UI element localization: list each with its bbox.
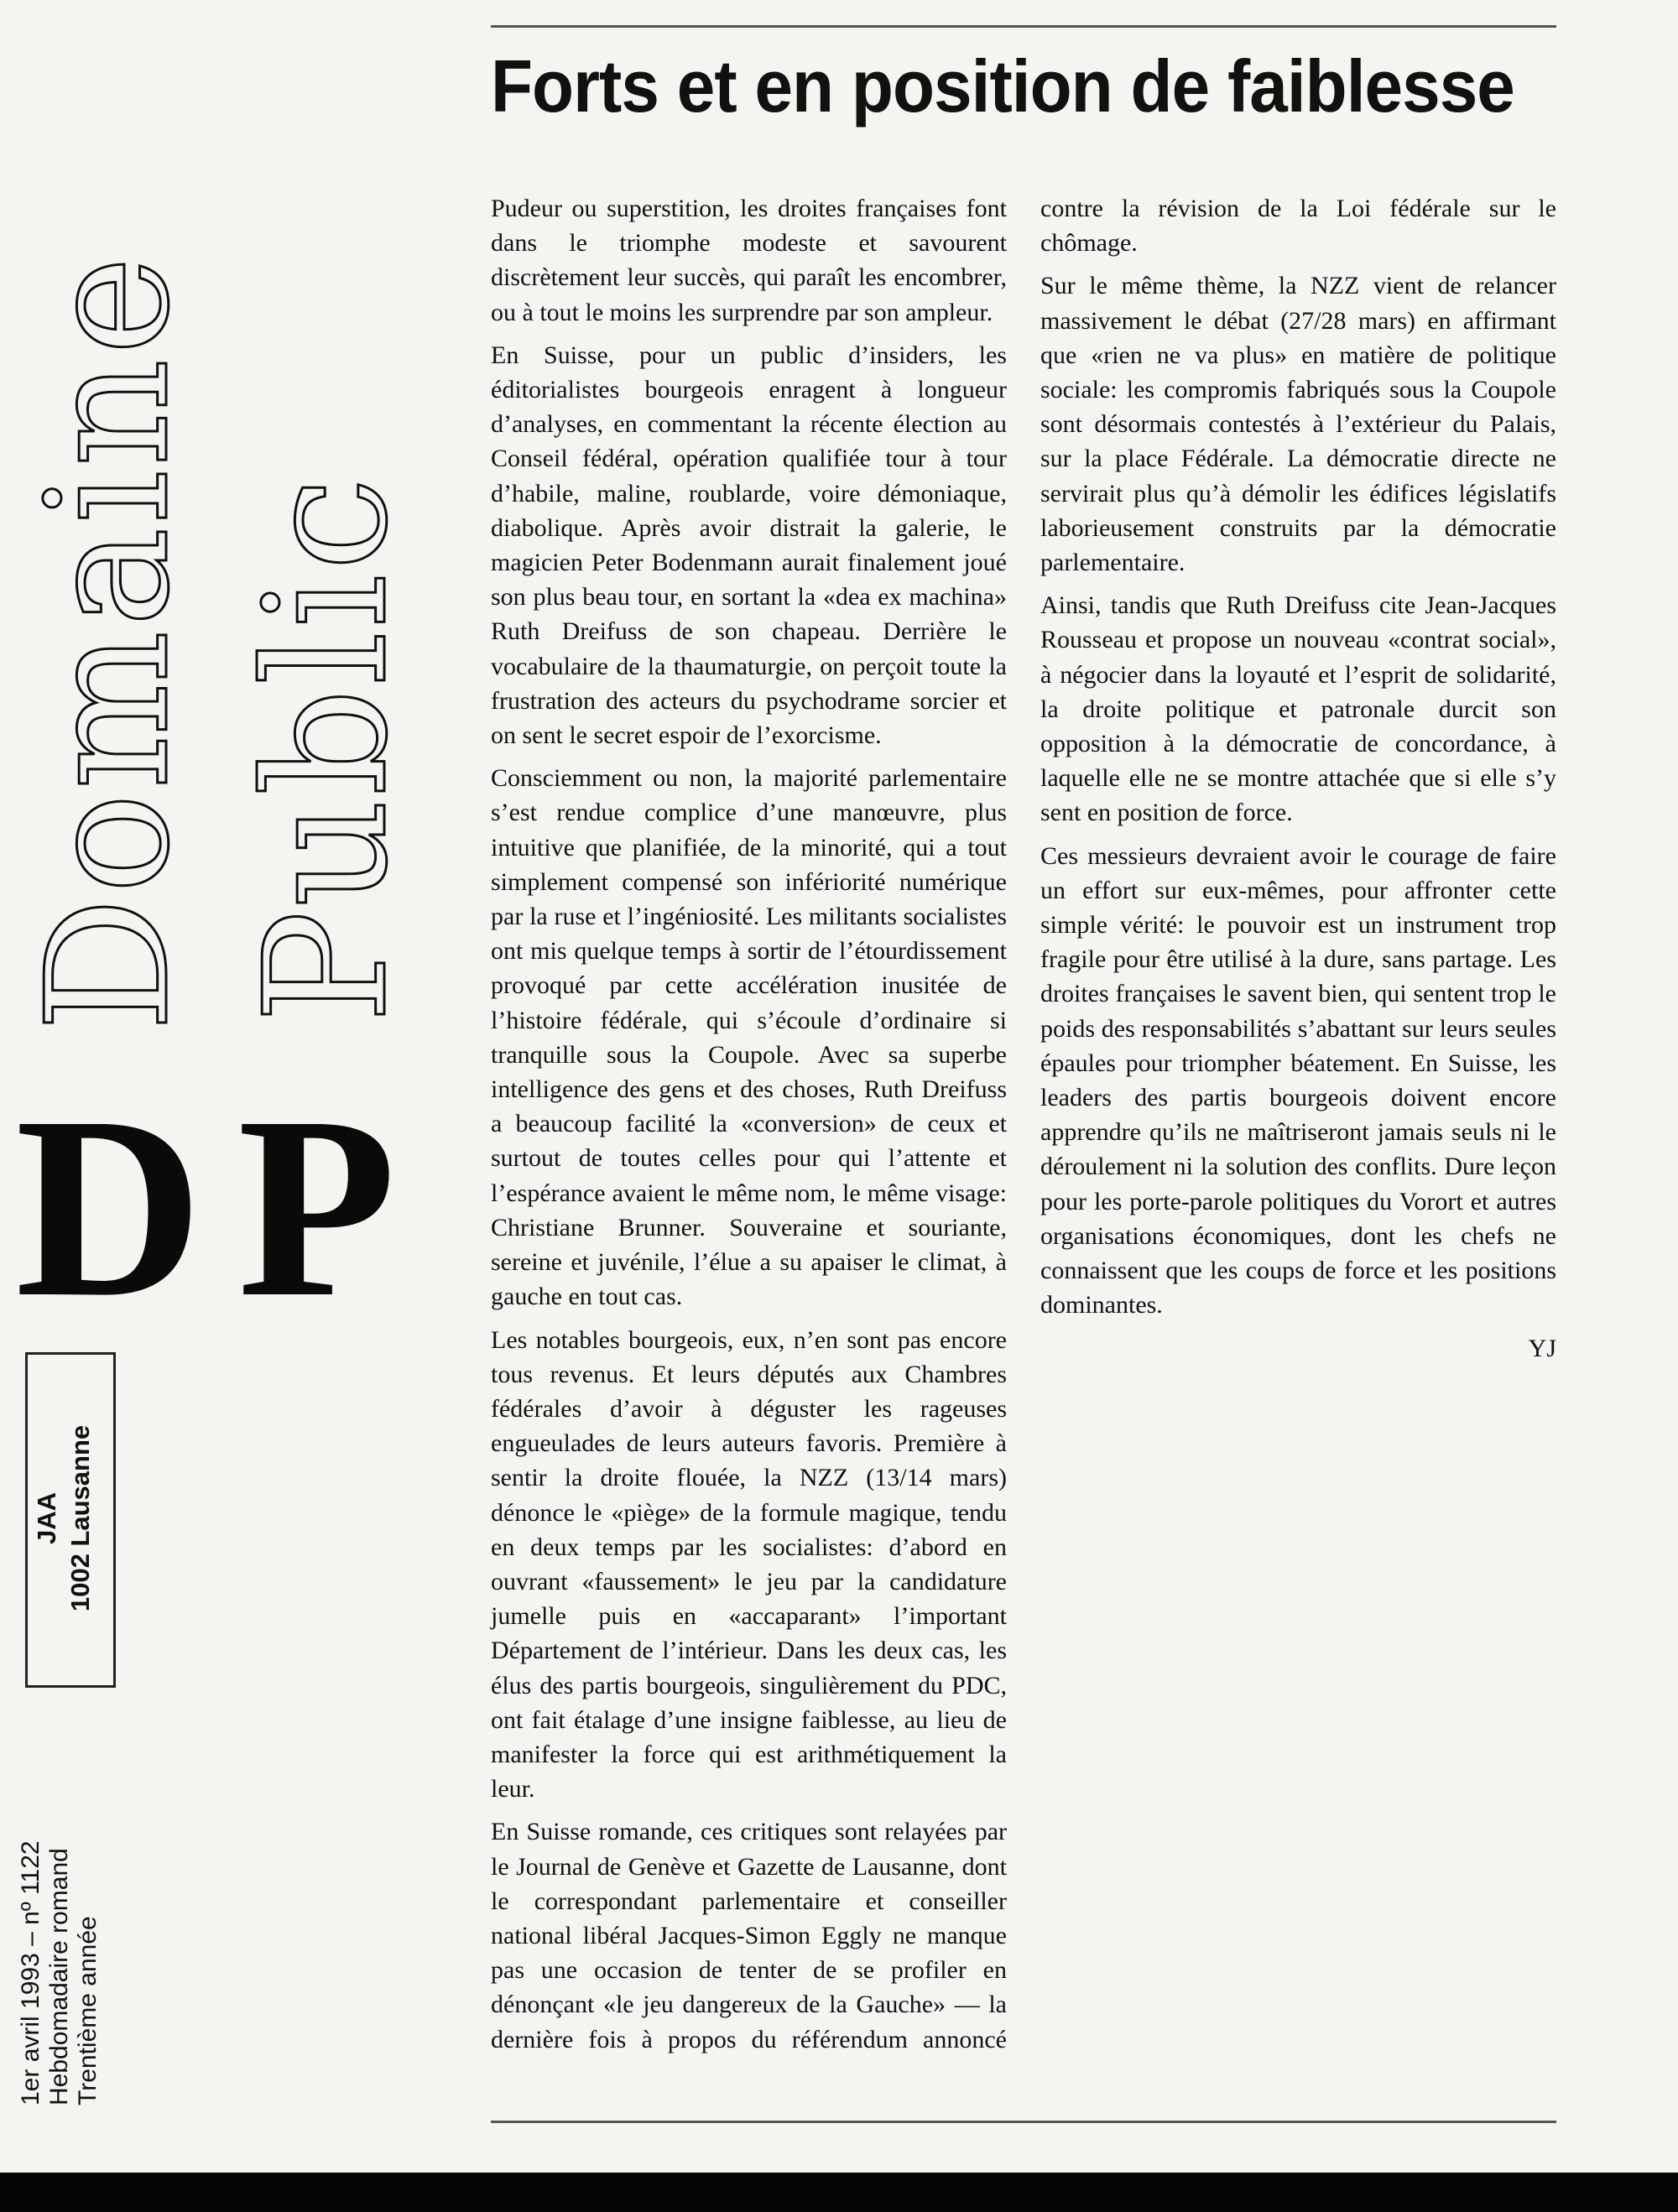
article-paragraph: Ces messieurs devraient avoir le courage de faire un effort sur eux-mêmes, pour affronter cette simple vérité: le pouvoir est un instrument trop fragile pour être utilisé à la dure, sans partage. Les droites françaises le savent bien, qui sentent trop le poids des responsabilités s’abattant sur leurs seules épaules pour triompher béatement. En Suisse, les leaders des partis bourgeois doivent encore apprendre qu’ils ne maîtriseront jamais seuls ni le déroulement ni la solution des conflits. Dure leçon pour les porte-parole politiques du Vorort et autres organisations économiques, dont les chefs ne connaissent que les coups de force et les positions dominantes. (1040, 841, 1556, 1319)
masthead-initial-p: P (237, 1064, 397, 1351)
article-paragraph: Ainsi, tandis que Ruth Dreifuss cite Jean-Jacques Rousseau et propose un nouveau «contrat social», à négocier dans la loyauté et l’esprit de solidarité, la droite politique et patronale durcit son opposition à la démocratie de concordance, à laquelle elle ne se montre attachée que si elle s’y sent en position de force. (1040, 591, 1556, 827)
masthead-initial-d: D (15, 1064, 203, 1351)
article-paragraph: En Suisse romande, ces critiques sont relayées par le Journal de Genève et Gazette de Lausanne, dont le correspondant parlementaire et conseiller national libéral Jacques-Simon Eggly ne manque pas une occasion de tenter de se profiler en dénonçant «le jeu dangereux de la Gauche» — la dernière fois à propos du référendum annoncé contre la révision de la Loi fédérale sur le chômage. (491, 195, 1556, 2053)
scan-edge-bar (0, 2173, 1678, 2212)
mailing-line-city: 1002 Lausanne (65, 1424, 95, 1612)
issue-date-number: 1er avril 1993 – nº 1122 (17, 1840, 44, 2105)
mailing-line-jaa: JAA (32, 1492, 61, 1545)
top-rule (491, 25, 1556, 28)
article-paragraph: En Suisse, pour un public d’insiders, les éditorialistes bourgeois enragent à longueur d’analyses, en commentant la récente élection au Conseil fédéral, opération qualifiée tour à tour d’habile, maline, roublarde, voire démoniaque, diabolique. Après avoir distrait la galerie, le magicien Peter Bodenmann aurait finalement joué son plus beau tour, en sortant la «dea ex machina» Ruth Dreifuss de son chapeau. Derrière le vocabulaire de la thaumaturgie, on perçoit toute la frustration des acteurs du psychodrame sorcier et on sent le secret espoir de l’exorcisme. (491, 341, 1007, 750)
article-paragraph: Consciemment ou non, la majorité parlementaire s’est rendue complice d’une manœuvre, plus intuitive que planifiée, de la minorité, qui a tout simplement compensé son infériorité numérique par la ruse et l’ingéniosité. Les militants socialistes ont mis quelque temps à sortir de l’étourdissement provoqué par cette accélération inusitée de l’histoire fédérale, qui s’écoule d’ordinaire si tranquille sous la Coupole. Avec sa superbe intelligence des gens et des choses, Ruth Dreifuss a beaucoup facilité la «conversion» de ceux et surtout de toutes celles pour qui l’attente et l’espérance avaient le même nom, le même visage: Christiane Brunner. Souveraine et souriante, sereine et juvénile, l’élue a su apaiser le climat, à gauche en tout cas. (491, 764, 1007, 1311)
issue-frequency: Hebdomadaire romand (45, 1848, 73, 2105)
author-signature: YJ (1528, 1334, 1556, 1362)
masthead-domaine: Domaine (11, 252, 206, 1032)
bottom-rule (491, 2121, 1556, 2123)
article-paragraph: Sur le même thème, la NZZ vient de relancer massivement le débat (27/28 mars) en affirmant que «rien ne va plus» en matière de politique sociale: les compromis fabriqués sous la Coupole sont désormais contestés à l’extérieur du Palais, sur la place Fédérale. La démocratie directe ne servirait plus qu’à démolir les édifices législatifs laborieusement construits par la démocratie parlementaire. (1040, 272, 1556, 577)
issue-year: Trentième année (74, 1916, 102, 2105)
issue-info (17, 1720, 102, 2105)
article-body (491, 191, 1556, 2070)
article-title: Forts et en position de faiblesse (491, 44, 1514, 128)
mailing-address (30, 1367, 97, 1669)
article-paragraph: Les notables bourgeois, eux, n’en sont pas encore tous revenus. Et leurs députés aux Chambres fédérales d’avoir à déguster les rageuses engueulades de leurs auteurs favoris. Première à sentir la droite flouée, la NZZ (13/14 mars) dénonce le «piège» de la formule magique, tendu en deux temps par les socialistes: d’abord en ouvrant «faussement» le jeu par la candidature jumelle puis en «accaparant» l’important Département de l’intérieur. Dans les deux cas, les élus des partis bourgeois, singulièrement du PDC, ont fait étalage d’une insigne faiblesse, au lieu de manifester la force qui est arithmétiquement la leur. (491, 1325, 1007, 1803)
article-paragraph: Pudeur ou superstition, les droites françaises font dans le triomphe modeste et savourent discrètement leur succès, qui paraît les encombrer, ou à tout le moins les surprendre par son ampleur. (491, 195, 1007, 326)
masthead-public: Public (229, 473, 425, 1023)
